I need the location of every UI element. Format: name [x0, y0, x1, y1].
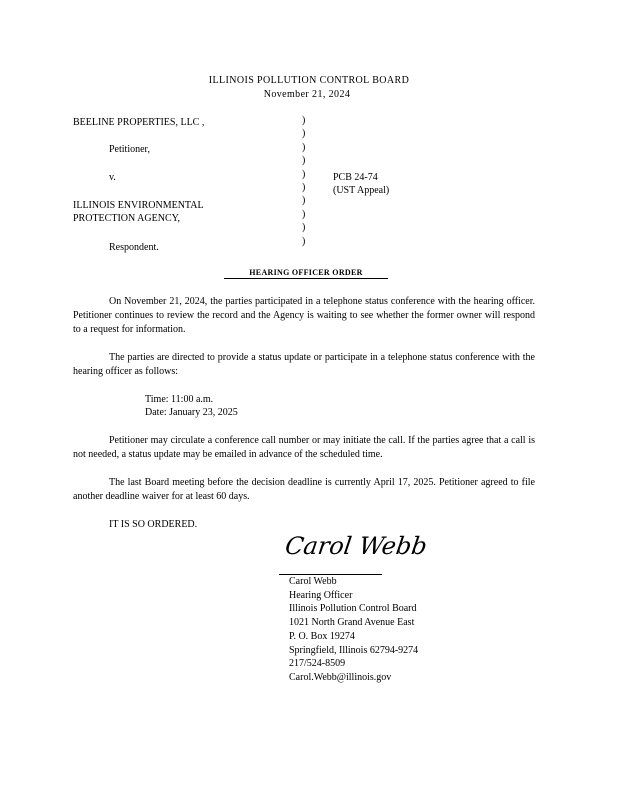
paren: ) — [302, 181, 306, 193]
svg-text:Carol Webb: Carol Webb — [283, 532, 429, 560]
paren: ) — [302, 208, 306, 220]
caption-divider — [302, 114, 312, 248]
signer-street: 1021 North Grand Avenue East — [289, 617, 415, 629]
signature-block — [289, 575, 418, 685]
paren: ) — [302, 115, 306, 126]
case-number: PCB 24-74 — [333, 172, 378, 183]
petitioner-role: Petitioner, — [109, 144, 150, 155]
signer-city: Springfield, Illinois 62794-9274 — [289, 644, 419, 656]
respondent-name-line2: PROTECTION AGENCY, — [73, 213, 181, 224]
paren: ) — [302, 155, 306, 167]
signer-phone: 217/524-8509 — [289, 658, 346, 670]
paren: ) — [302, 235, 306, 247]
signer-email: Carol.Webb@illinois.gov — [289, 671, 392, 683]
case-type: (UST Appeal) — [333, 185, 390, 196]
paragraph-deadline: The last Board meeting before the decision deadline is currently April 17, 2025. Petitioner agreed to file another deadline waiver for at least 60 days. — [73, 477, 535, 502]
paren: ) — [302, 141, 306, 153]
signer-po-box: P. O. Box 19274 — [289, 630, 355, 642]
signer-title: Hearing Officer — [289, 589, 353, 601]
paragraph-call-instructions: Petitioner may circulate a conference call number or may initiate the call. If the parties agree that a call is not needed, a status update may be emailed in advance of the scheduled time. — [73, 435, 535, 460]
signer-name: Carol Webb — [289, 576, 337, 587]
respondent-role: Respondent. — [109, 242, 159, 253]
document-date: November 21, 2024 — [263, 89, 351, 100]
conference-time: Time: 11:00 a.m. — [145, 394, 214, 405]
respondent-name-line1: ILLINOIS ENVIRONMENTAL — [73, 200, 204, 211]
paren: ) — [302, 168, 306, 180]
handwritten-signature — [283, 527, 429, 563]
order-title: HEARING OFFICER ORDER — [224, 268, 388, 279]
petitioner-name: BEELINE PROPERTIES, LLC , — [73, 117, 205, 128]
paren: ) — [302, 222, 306, 234]
conference-date: Date: January 23, 2025 — [145, 407, 238, 418]
paragraph-status-conference: On November 21, 2024, the parties participated in a telephone status conference with the hearing officer. Petitioner continues to review the record and the Agency is waiting to see whether the former owner will respond to a request for information. — [73, 296, 535, 335]
versus: v. — [109, 172, 116, 183]
signer-organization: Illinois Pollution Control Board — [289, 603, 417, 615]
closing-statement: IT IS SO ORDERED. — [109, 519, 198, 530]
paren: ) — [302, 128, 306, 140]
paragraph-directive: The parties are directed to provide a status update or participate in a telephone status conference with the hearing officer as follows: — [73, 352, 535, 377]
board-name: ILLINOIS POLLUTION CONTROL BOARD — [208, 75, 410, 86]
paren: ) — [302, 195, 306, 207]
